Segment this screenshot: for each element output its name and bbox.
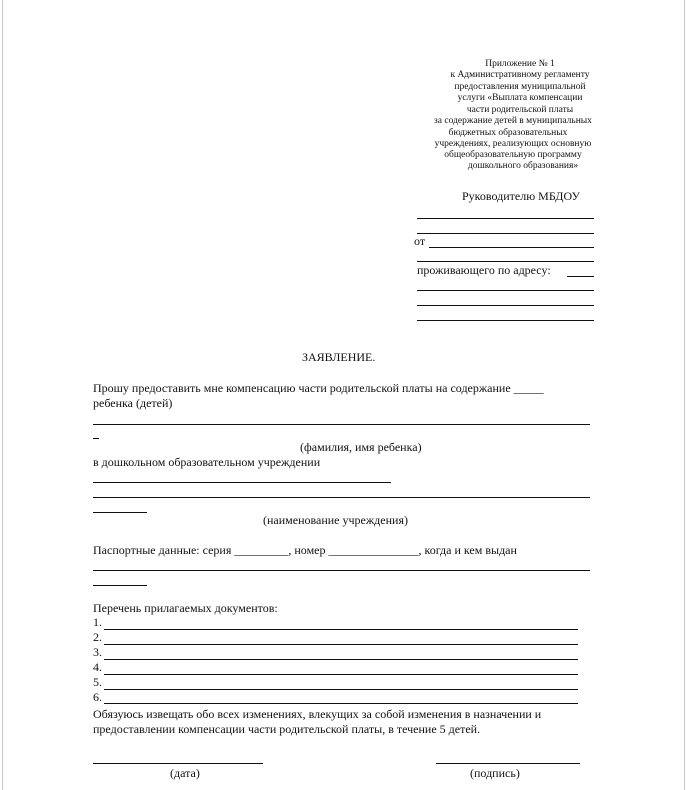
from-label: от: [414, 234, 426, 248]
from-blank-line: [429, 247, 594, 248]
page-left-edge: [2, 0, 3, 790]
documents-label: Перечень прилагаемых документов:: [93, 601, 278, 615]
appendix-line: к Административному регламенту: [450, 70, 590, 80]
appendix-line: Приложение № 1: [485, 59, 555, 69]
signature-line: [436, 763, 580, 764]
document-number: 5.: [93, 675, 102, 689]
appendix-line: общеобразовательную программу: [444, 150, 582, 160]
document-line: [104, 703, 578, 704]
institution-caption: (наименование учреждения): [263, 513, 408, 527]
document-number: 6.: [93, 690, 102, 704]
residing-label: проживающего по адресу:: [417, 263, 551, 277]
document-number: 3.: [93, 645, 102, 659]
document-line: [104, 644, 578, 645]
document-line: [104, 629, 578, 630]
document-number: 1.: [93, 615, 102, 629]
date-line: [93, 763, 263, 764]
child-name-line-short: [93, 438, 99, 439]
address-blank-line: [567, 276, 594, 277]
passport-blank-line-short: [93, 585, 147, 586]
appendix-line: учреждениях, реализующих основную: [434, 139, 592, 149]
doc-title: ЗАЯВЛЕНИЕ.: [302, 350, 376, 364]
addressee-blank-line: [417, 218, 594, 219]
request-line-2: ребенка (детей): [93, 396, 173, 410]
obligation-line-1: Обязуюсь извещать обо всех изменениях, влекущих за собой изменения в назначении и: [93, 707, 542, 721]
obligation-line-2: предоставлении компенсации части родительской платы, в течение 5 детей.: [93, 722, 481, 736]
document-number: 4.: [93, 660, 102, 674]
address-blank-line: [417, 320, 594, 321]
page-right-edge: [684, 0, 685, 790]
addressee-blank-line: [417, 261, 594, 262]
institution-line-short: [93, 512, 147, 513]
passport-blank-line: [93, 570, 590, 571]
signature-caption: (подпись): [470, 766, 520, 780]
address-blank-line: [417, 290, 594, 291]
request-line-1: Прошу предоставить мне компенсацию части родительской платы на содержание _____: [93, 381, 544, 395]
date-caption: (дата): [170, 766, 200, 780]
appendix-line: предоставления муниципальной: [454, 82, 586, 92]
appendix-line: бюджетных образовательных: [448, 128, 568, 138]
institution-line: [93, 482, 391, 483]
addressee-blank-line: [417, 233, 594, 234]
document-line: [104, 689, 578, 690]
passport-line: Паспортные данные: серия _________, номер _______________, когда и кем выдан: [93, 543, 517, 557]
appendix-line: за содержание детей в муниципальных: [434, 116, 592, 126]
document-number: 2.: [93, 630, 102, 644]
addressee-title: Руководителю МБДОУ: [462, 189, 580, 203]
appendix-line: части родительской платы: [466, 105, 574, 115]
child-name-line: [93, 424, 590, 425]
document-line: [104, 674, 578, 675]
appendix-line: услуги «Выплата компенсации: [457, 93, 583, 103]
institution-line: [93, 497, 590, 498]
document-line: [104, 659, 578, 660]
institution-label: в дошкольном образовательном учреждении: [93, 455, 321, 469]
address-blank-line: [417, 305, 594, 306]
child-caption: (фамилия, имя ребенка): [300, 440, 422, 454]
appendix-line: дошкольного образования»: [467, 161, 579, 171]
